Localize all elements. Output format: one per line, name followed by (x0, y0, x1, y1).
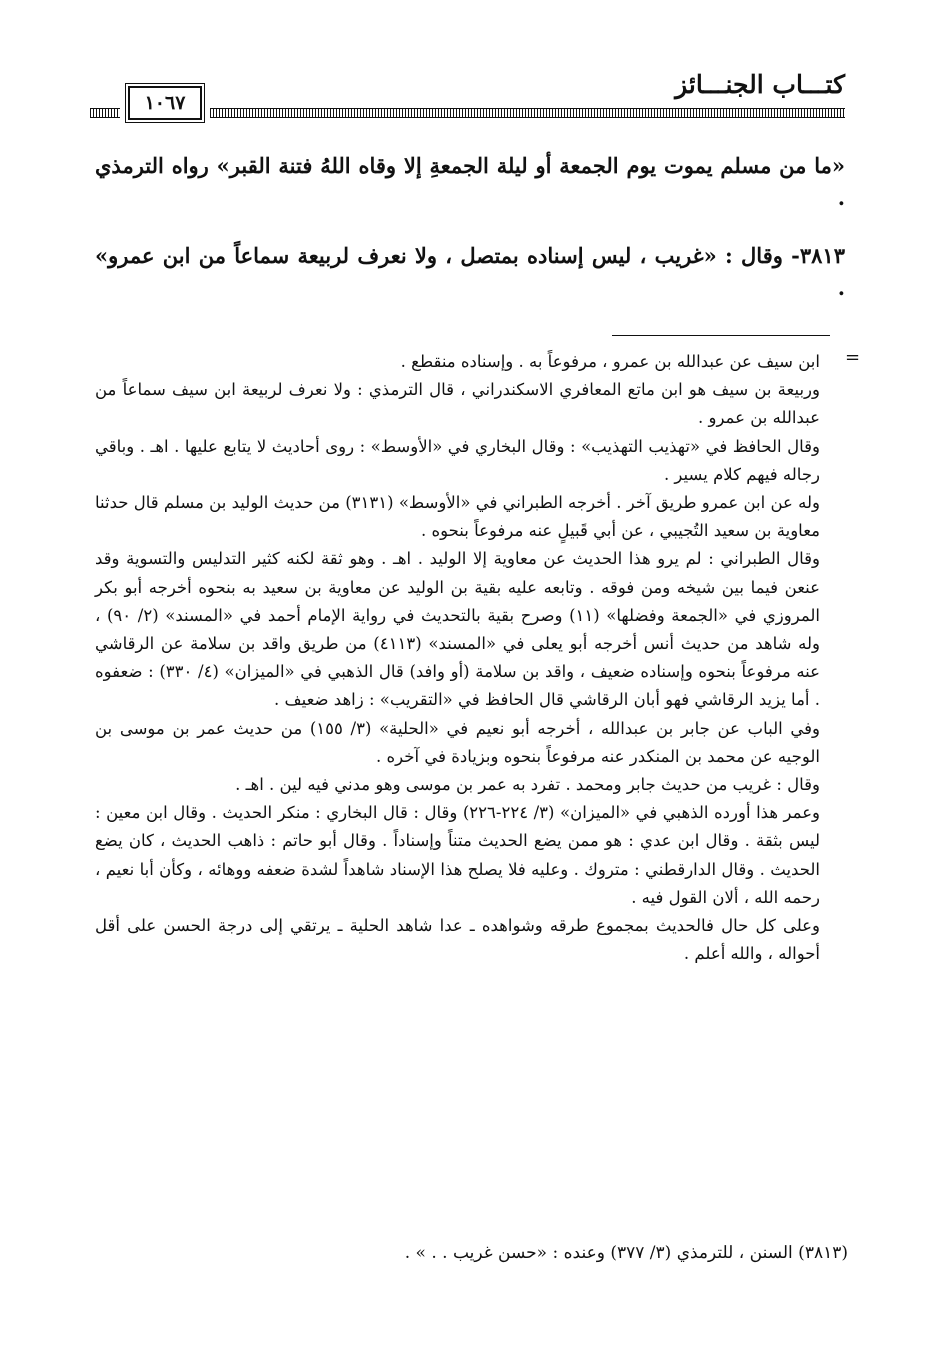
chapter-title: كتـــاب الجنـــائز (675, 70, 845, 99)
footnote-paragraph: وقال : غريب من حديث جابر ومحمد . تفرد به عمر بن موسى وهو مدني فيه لين . اهـ . (235, 775, 820, 795)
page-number-box (128, 86, 202, 120)
footnote-paragraph: وعلى كل حال فالحديث بمجموع طرقه وشواهده ـ عدا شاهد الحلية ـ يرتقي إلى درجة الحسن على أقل أحواله ، والله أعلم . (95, 916, 820, 964)
footnote-paragraph: وفي الباب عن جابر بن عبدالله ، أخرجه أبو نعيم في «الحلية» (٣/ ١٥٥) من حديث عمر بن موسى بن الوجيه عن محمد بن المنكدر عنه مرفوعاً بنحوه وبزيادة في آخره . (95, 718, 820, 766)
footnote-paragraph: وعمر هذا أورده الذهبي في «الميزان» (٣/ ٢٢٤-٢٢٦) وقال : قال البخاري : منكر الحديث . وقال ابن معين : ليس بثقة . وقال ابن عدي : هو ممن يضع الحديث متناً وإسناداً . وقال أبو حاتم : ذاهب الحديث ، كان يضع الحديث . وقال الدارقطني : متروك . وعليه فلا يصلح هذا الإسناد شاهداً لشدة ضعفه ووهائه ، وكأن أبا نعيم ، رحمه الله ، ألان القول فيه . (95, 803, 821, 907)
footnote-paragraph: وربيعة بن سيف هو ابن ماتع المعافري الاسكندراني ، قال الترمذي : ولا نعرف لربيعة ابن سيف سماعاً من عبدالله بن عمرو . (95, 380, 820, 428)
footnote-paragraph: وقال الحافظ في «تهذيب التهذيب» : وقال البخاري في «الأوسط» : روى أحاديث لا يتابع عليها . اهـ . وباقي رجاله فيهم كلام يسير . (95, 436, 820, 484)
footnotes (95, 348, 820, 968)
footnote-paragraph: وقال الطبراني : لم يرو هذا الحديث عن معاوية إلا الوليد . اهـ . وهو ثقة لكنه كثير التدليس والتسوية وقد عنعن فيما بين شيخه ومن فوقه . وتابعه عليه بقية بن الوليد عن معاوية بن سعيد به بنحوه أخرجه أبو بكر المروزي في «الجمعة وفضلها» (١١) وصرح بقية بالتحديث في رواية الإمام أحمد في «المسند» (٢/ ٩٠) ، وله شاهد من حديث أنس أخرجه أبو يعلى في «المسند» (٤١١٣) من طريق واقد بن سلامة عن الرقاشي عنه مرفوعاً بنحوه وإسناده ضعيف ، واقد بن سلامة (أو وافد) قال الذهبي في «الميزان» (٤/ ٣٣٠) : ضعفوه . أما يزيد الرقاشي فهو أبان الرقاشي قال الحافظ في «التقريب» : زاهد ضعيف . (95, 549, 820, 710)
footnote-separator (612, 335, 830, 336)
page-header (90, 70, 845, 126)
footnote-paragraph: ابن سيف عن عبدالله بن عمرو ، مرفوعاً به . وإسناده منقطع . (400, 352, 820, 371)
header-rule-left (90, 108, 120, 118)
footnote-paragraph: وله عن ابن عمرو طريق آخر . أخرجه الطبراني في «الأوسط» (٣١٣١) من حديث الوليد بن مسلم قال حدثنا معاوية بن سعيد التُجيبي ، عن أبي قَبيلٍ عنه مرفوعاً بنحوه . (95, 493, 821, 541)
main-text (95, 150, 845, 330)
footnote-continuation-mark: = (845, 347, 861, 368)
header-rule-right (210, 108, 845, 118)
hadith-text: «ما من مسلم يموت يوم الجمعة أو ليلة الجمعةِ إلا وقاه اللهُ فتنة القبر» رواه الترمذي . (95, 153, 845, 210)
footnote-3813: (٣٨١٣) السنن ، للترمذي (٣/ ٣٧٧) وعنده : «حسن غريب . . » . (404, 1243, 848, 1263)
hadith-3813: ٣٨١٣- وقال : «غريب ، ليس إسناده بمتصل ، ولا نعرف لربيعة سماعاً من ابن عمرو» . (95, 243, 845, 300)
page-number: ١٠٦٧ (144, 92, 186, 114)
